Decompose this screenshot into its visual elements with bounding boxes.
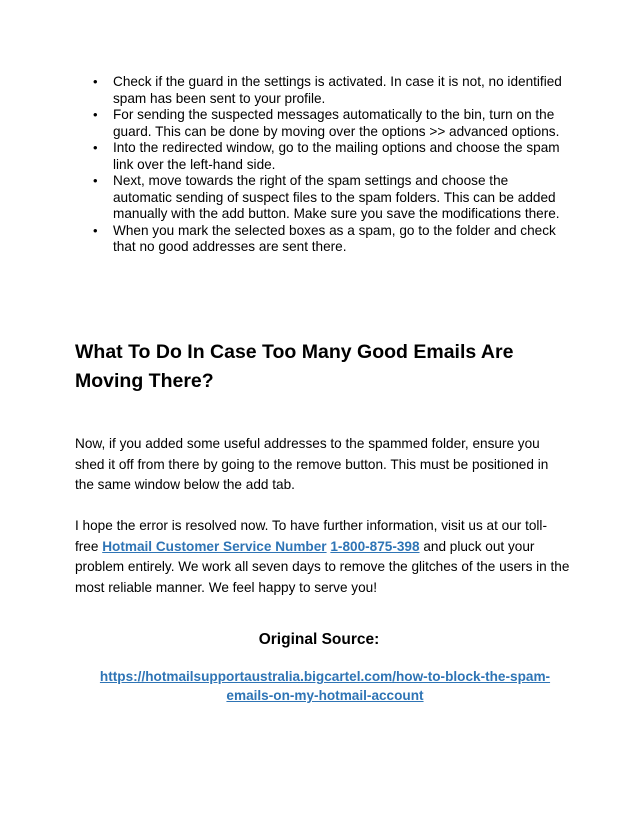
bullet-icon: •: [93, 222, 98, 238]
source-url-link[interactable]: [75, 667, 575, 705]
paragraph-text: I hope the error is resolved now. To have further information, visit us at our toll-free: [75, 518, 547, 554]
list-item-text: For sending the suspected messages automatically to the bin, turn on the guard. This can be done by moving over the options >> advanced options.: [113, 107, 560, 139]
list-item: [93, 173, 563, 223]
bullet-icon: •: [93, 140, 98, 155]
source-title: Original Source:: [258, 631, 380, 648]
list-item-text: Into the redirected window, go to the mailing options and choose the spam link over the left-hand side.: [113, 140, 560, 172]
source-url-line2[interactable]: emails-on-my-hotmail-account: [226, 688, 424, 703]
paragraph-text: and pluck out your problem entirely. We work all seven days to remove the glitches of the users in the most reliable manner. We feel happy to serve you!: [75, 538, 570, 595]
list-item: [93, 107, 563, 140]
paragraph-contact: [75, 516, 570, 598]
section-heading: What To Do In Case Too Many Good Emails Are Moving There?: [75, 341, 514, 392]
list-item-text: When you mark the selected boxes as a spam, go to the folder and check that no good addresses are sent there.: [113, 222, 556, 254]
source-url-line1[interactable]: https://hotmailsupportaustralia.bigcartel.com/how-to-block-the-spam-: [99, 669, 551, 684]
list-item: [93, 74, 563, 107]
bullet-icon: •: [93, 74, 98, 89]
list-item: [93, 223, 563, 256]
list-item-text: Check if the guard in the settings is activated. In case it is not, no identified spam has been sent to your profile.: [113, 74, 562, 106]
phone-number-link[interactable]: 1-800-875-398: [330, 538, 420, 554]
list-item-text: Next, move towards the right of the spam settings and choose the automatic sending of suspect files to the spam folders. This can be added manually with the add button. Make sure you save the modifications there.: [113, 173, 560, 221]
instruction-list: [93, 74, 563, 256]
bullet-icon: •: [93, 173, 98, 188]
bullet-icon: •: [93, 107, 98, 122]
service-number-link[interactable]: Hotmail Customer Service Number: [102, 538, 327, 554]
list-item: [93, 140, 563, 173]
paragraph-remove-addresses: Now, if you added some useful addresses to the spammed folder, ensure you shed it off from there by going to the remove button. This must be positioned in the same window below the add tab.: [75, 436, 549, 492]
